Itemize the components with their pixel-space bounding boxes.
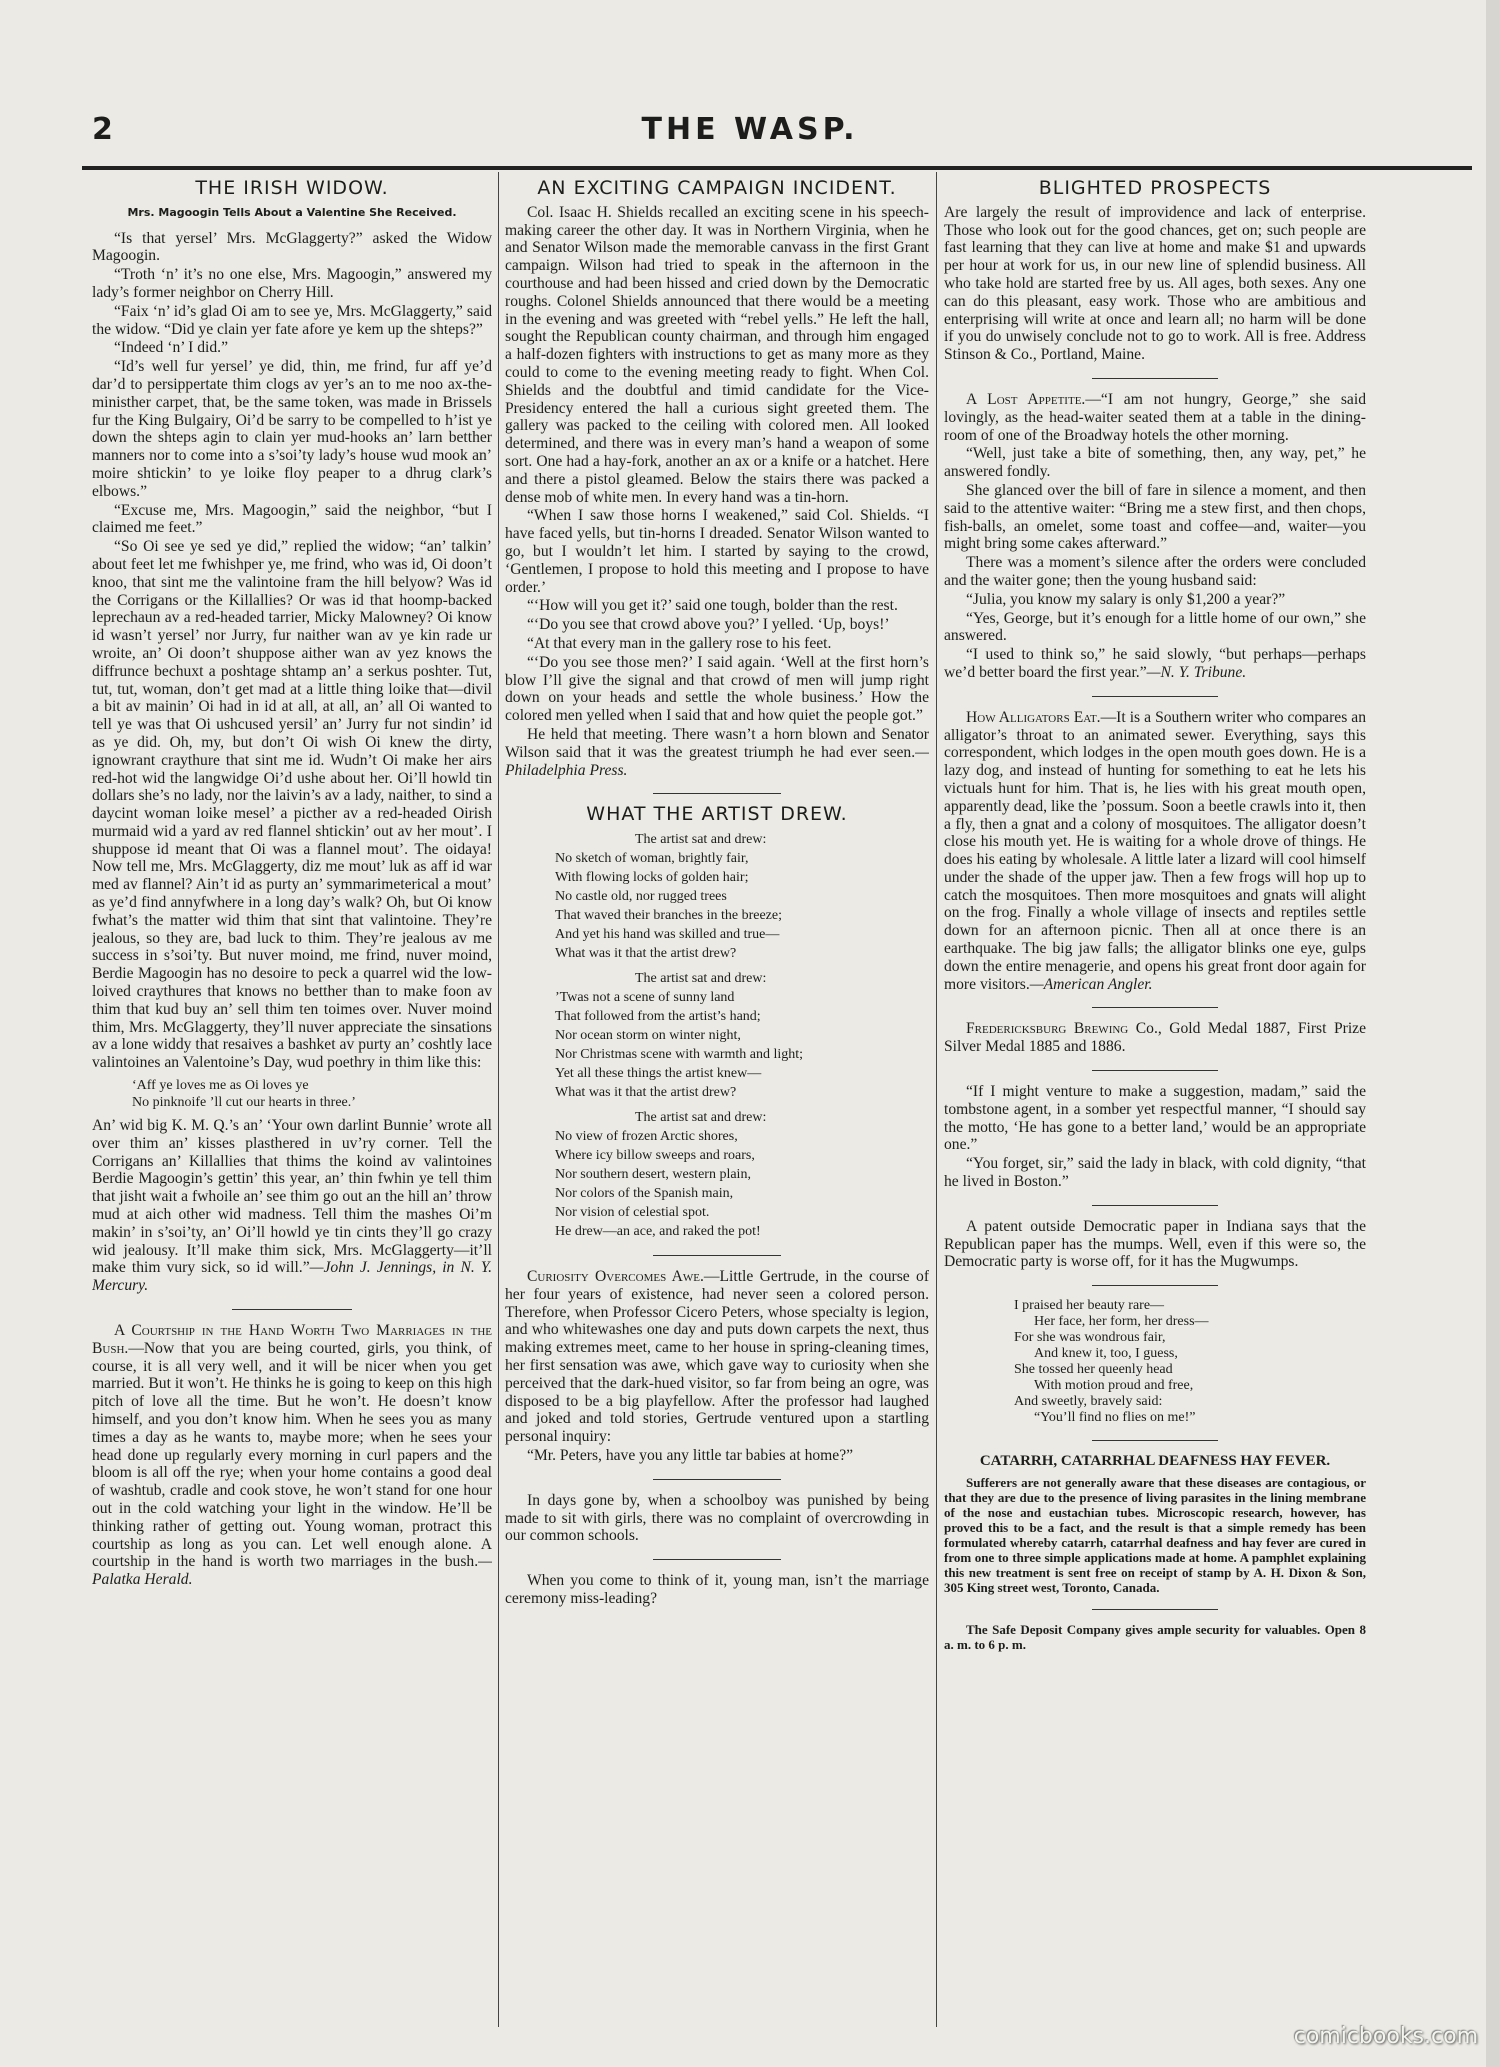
credit: —N. Y. Tribune. — [1146, 663, 1247, 681]
separator — [1092, 1007, 1219, 1008]
paragraph: “Indeed ‘n’ I did.” — [114, 339, 229, 357]
paragraph: “Julia, you know my salary is only $1,200 a year?” — [966, 590, 1286, 608]
paragraph: There was a moment’s silence after the orders were concluded and the waiter gone; then the young husband said: — [944, 554, 1366, 589]
poem-line: For she was wondrous fair, — [1014, 1330, 1166, 1346]
poem-line: He drew—an ace, and raked the pot! — [555, 1224, 761, 1240]
poem-line: And yet his hand was skilled and true— — [555, 927, 780, 943]
valentine-verse — [132, 1078, 492, 1111]
separator — [1092, 1070, 1219, 1071]
separator — [1092, 1285, 1219, 1286]
flies-poem — [1014, 1298, 1366, 1426]
separator — [653, 1479, 780, 1480]
poem-line: Where icy billow sweeps and roars, — [555, 1148, 755, 1164]
article-lead: How Alligators Eat. — [966, 708, 1101, 726]
separator — [1092, 1440, 1219, 1441]
poem-line: The artist sat and drew: — [635, 1110, 767, 1126]
poem-line: No view of frozen Arctic shores, — [555, 1129, 738, 1145]
catarrh-ad-body: Sufferers are not generally aware that these diseases are contagious, or that they are due to the presence of living parasites in the lining membrane of the nose and eustachian tubes. Microscopic research, however, has proved this to be a fact, and the result is that a simple remedy has been formulated whereby catarrh, catarrhal deafness and hay fever are cured in from one to three simple applications made at home. A pamphlet explaining this new treatment is sent free on receipt of stamp by A. H. Dixon & Son, 305 King street west, Toronto, Canada. — [944, 1475, 1366, 1596]
poem-line: Yet all these things the artist knew— — [555, 1066, 762, 1082]
poem-line: That followed from the artist’s hand; — [555, 1009, 761, 1025]
poem-line: What was it that the artist drew? — [555, 1085, 737, 1101]
paragraph: “Troth ‘n’ it’s no one else, Mrs. Magoogin,” answered my lady’s former neighbor on Cherry Hill. — [92, 266, 492, 301]
curiosity-article — [505, 1268, 929, 1446]
separator — [1092, 1205, 1219, 1206]
paragraph: “Well, just take a bite of something, then, any way, pet,” he answered fondly. — [944, 445, 1366, 481]
poem-line: The artist sat and drew: — [635, 832, 767, 848]
catarrh-ad-title: CATARRH, CATARRHAL DEAFNESS HAY FEVER. — [979, 1453, 1331, 1470]
poem-line: Nor colors of the Spanish main, — [555, 1186, 734, 1202]
poem-line: “You’ll find no flies on me!” — [1034, 1410, 1196, 1426]
paragraph: “‘Do you see that crowd above you?’ I yelled. ‘Up, boys!’ — [527, 616, 890, 634]
poem-stanza — [555, 830, 929, 963]
blighted-prospects-ad: Are largely the result of improvidence and lack of enterprise. Those who look out for the good chances, get on; such people are fast learning that they can live at home and make $1 and upwards per hour at work for us, in our new line of splendid business. All who take hold are started free by us. All ages, both sexes. Any one can do this pleasant, easy work. Those who are ambitious and enterprising will write at once and learn all; no harm will be done if you do unwisely conclude not to go to work. All is free. Address Stinson & Co., Portland, Maine. — [944, 203, 1366, 364]
paragraph — [505, 726, 929, 779]
separator — [653, 793, 780, 794]
poem-line: With motion proud and free, — [1034, 1378, 1194, 1394]
artist-poem-title: WHAT THE ARTIST DREW. — [586, 803, 848, 826]
poem-line: ’Twas not a scene of sunny land — [555, 990, 735, 1006]
poem-line: With flowing locks of golden hair; — [555, 870, 749, 886]
poem-line: And sweetly, bravely said: — [1014, 1394, 1163, 1410]
credit: —Palatka Herald. — [92, 1553, 492, 1589]
verse-line: No pinknoife ’ll cut our hearts in three.’ — [132, 1094, 356, 1110]
article-body: Co., Gold Medal 1887, First Prize Silver Medal 1885 and 1886. — [944, 1020, 1366, 1056]
paragraph: She glanced over the bill of fare in silence a moment, and then said to the attentive waiter: “Bring me a stew first, and then chops, fish-balls, an omelet, some toast and coffee—and, waiter—you might bring some cakes afterward.” — [944, 481, 1366, 553]
poem-line: The artist sat and drew: — [635, 971, 767, 987]
article-body: —Now that you are being courted, girls, you think, of course, it is all very well, and it will be nicer when you get married. But it won’t. He thinks he is going to keep on this high pitch of love all the time. But he won’t. He doesn’t know himself, and you don’t know him. When he sees you as many times a day as he wants to, maybe more; when he sees your head done up regularly every morning in curl papers and the bloom is all off the rye; when your home contains a good deal of washtub, cradle and cook stove, he won’t stand for one hour out in the cold watching your light in the window. He’ll be thinking rather of getting out. Young woman, protract this courtship as long as you can. Let well enough alone. A courtship in the hand is worth two marriages in the bush. — [92, 1339, 492, 1571]
poem-stanza — [555, 969, 929, 1102]
column-divider-2 — [936, 172, 937, 2027]
paragraph: “So Oi see ye sed ye did,” replied the widow; “an’ talkin’ about feet let me fwhishper ye, me frind, who was id, Oi doon’t knoo, that sint me the valintoine fram the hill belyow? Was id the Corrigans or the Killallies? Or was id that hoomp-backed leprechaun av a red-headed tarrier, Micky Malowney? Oi know id wasn’t yersel’ nor Jurry, fur naither wan av ye kin rade ur wroite, an’ Oi doon’t shuppose aither wan av yez knows the diffrunce bechuxt a poshtage shtamp an’ a serkus poshter. Tut, tut, tut, woman, don’t get mad at a little thing loike that—divil a bit av mainin’ Oi had in id at all, at all, an’ all Oi wanted to tell ye was that Oi ushcused yersil’ an’ Jurry fur not sindin’ id as ye did. Oh, my, but don’t Oi wish Oi knew the dirty, ignowrant craythure that sint me id. Wudn’t Oi make her airs red-hot wid the langwidge Oi’d ushe about her. Oi’ll howld tin dollars she’s no lady, nor the laivin’s av a lady, naither, to sind a daycint woman loike mesel’ a picther av a red-headed Oirish murmaid wid a yard av red flannel shtickin’ out av her mout’. I shuppose id meant that Oi was a flannel mout’. The oidaya! Now tell me, Mrs. McGlaggerty, diz me mout’ luk as aff id war med av flannel? Ain’t id as purty an’ symmarimeterical a mout’ as ye’d find annyfwhere in a long day’s walk? Oh, but Oi know fwhat’s the matter wid thim that sint that valintoine. They’re jealous, so they are, bad luck to thim. They’re jealous av me success in s’soi’ty. But nuver moind, me frind, nuver moind, Berdie Magoogin has no desoire to peck a quarrel wid the low-loived craythures that knows no betther than to make foon av thim that kud buy an’ sell thim ten toimes over. Nuver moind thim, Mrs. McGlaggerty, they’ll nuver appreciate the sinsations av a lone widdy that resaives a bashket av purty an’ coshtly lace valintoines an Valentoine’s Day, wud poethry in thim like this: — [92, 538, 492, 1072]
paragraph: “If I might venture to make a suggestion, madam,” said the tombstone agent, in a somber yet respectful manner, “I should say the motto, ‘He has gone to a better land,’ would be an appropriate one.” — [944, 1083, 1366, 1154]
schoolboy-item: In days gone by, when a schoolboy was punished by being made to sit with girls, there was no complaint of overcrowding in our common schools. — [505, 1491, 929, 1545]
poem-line: What was it that the artist drew? — [555, 946, 737, 962]
lost-appetite-article — [944, 391, 1366, 444]
verse-line: ‘Aff ye loves me as Oi loves ye — [132, 1078, 309, 1094]
closing-text: An’ wid big K. M. Q.’s an’ ‘Your own darlint Bunnie’ wrote all over thim an’ kisses plasthered in uv’ry corner. Tell the Corrigans an’ Killallies that thims the koind av valintoines Berdie Magoogin’s gettin’ this year, an’ thin fwhin ye tell thim that jisht wait a fwhoile an’ see thim go out an the hill an’ throw mud at aich other wid madness. Tell thim the mashes Oi’m makin’ in s’soi’ty, an’ Oi’ll howld ye tin cints they’ll go crazy wid jealousy. It’ll make thim sick, Mrs. McGlaggerty—it’ll make thim vury sick, so id will.” — [92, 1117, 492, 1277]
paragraph: “Excuse me, Mrs. Magoogin,” said the neighbor, “but I claimed me feet.” — [92, 501, 492, 537]
paragraph: “Yes, George, but it’s enough for a little home of our own,” she answered. — [944, 609, 1366, 645]
column-divider-1 — [498, 172, 499, 2027]
poem-line: That waved their branches in the breeze; — [555, 908, 783, 924]
page-edge — [1486, 0, 1500, 2067]
paragraph: “‘How will you get it?’ said one tough, bolder than the rest. — [527, 597, 898, 615]
masthead: THE WASP. — [641, 112, 859, 147]
poem-line: I praised her beauty rare— — [1014, 1298, 1165, 1314]
separator — [1092, 1609, 1219, 1610]
credit: —American Angler. — [1029, 975, 1153, 993]
poem-line: Her face, her form, her dress— — [1034, 1314, 1209, 1330]
article-body: —It is a Southern writer who compares an alligator’s throat to an animated sewer. Everything, says this correspondent, which lodges in the open mouth goes down. He is a lazy dog, and instead of hunting for something to eat he lets his victuals hunt for him. That is, he lies with his great mouth open, apparently dead, like the ’possum. Soon a beetle crawls into it, then a fly, then a gnat and a colony of mosquitoes. The alligator doesn’t close his mouth yet. He is waiting for a whole drove of things. He does his eating by wholesale. A little later a lizard will cool himself under the shade of the upper jaw. Then a few frogs will hop up to catch the mosquitoes. Then more mosquitoes and gnats will alight on the frog. Finally a whole village of insects and reptiles settle down for an afternoon picnic. Then all at once there is an earthquake. The big jaw falls; the alligator blinks one eye, gulps down the entire menagerie, and opens his great front door again for more visitors. — [944, 708, 1366, 993]
paragraph: “Is that yersel’ Mrs. McGlaggerty?” asked the Widow Magoogin. — [92, 229, 492, 265]
irish-widow-title: THE IRISH WIDOW. — [195, 178, 389, 199]
poem-line: Nor ocean storm on winter night, — [555, 1028, 741, 1044]
article-lead: Curiosity Overcomes Awe. — [527, 1268, 704, 1286]
paragraph-text: “I used to think so,” he said slowly, “but perhaps—perhaps we’d better board the first year.” — [944, 646, 1366, 681]
paragraph: “At that every man in the gallery rose to his feet. — [527, 634, 832, 652]
article-lead: A Lost Appetite. — [966, 390, 1086, 408]
paragraph: “‘Do you see those men?’ I said again. ‘Well at the first horn’s blow I’ll give the signal and that crowd of men will jump right down on your heads and settle the whole business.’ How the colored men yelled when I said that and how quiet the people got.” — [505, 653, 929, 725]
poem-line: And knew it, too, I guess, — [1034, 1346, 1178, 1362]
separator — [1092, 696, 1219, 697]
brewing-ad — [944, 1020, 1366, 1056]
paragraph-text: He held that meeting. There wasn’t a horn blown and Senator Wilson said that it was the greatest triumph he had ever seen. — [505, 725, 929, 761]
marriage-item: When you come to think of it, young man, isn’t the marriage ceremony miss-leading? — [505, 1572, 929, 1608]
paragraph: Col. Isaac H. Shields recalled an exciting scene in his speech-making career the other day. It was in Northern Virginia, when he and Senator Wilson made the memorable canvass in the first Grant campaign. Wilson had tried to speak in the afternoon in the courthouse and had been hissed and cried down by the Democratic roughs. Colonel Shields announced that there would be a meeting in the evening and was greeted with “rebel yells.” He left the hall, sought the Republican county chairman, and through him engaged a half-dozen fighters with instructions to get as many more as they could to come to the evening meeting ready to fight. When Col. Shields and the doubtful and timid candidate for the Vice-Presidency entered the hall a curious sight greeted them. The gallery was packed to the ceiling with colored men. All looked determined, and there was in every man’s hand a weapon of some sort. One had a hay-fork, another an ax or a knife or a hatchet. Here and there a pistol gleamed. Below the stairs there was packed a dense mob of white men. In every hand was a tin-horn. — [505, 203, 929, 506]
credit: —John J. Jennings, in N. Y. Mercury. — [92, 1259, 492, 1295]
paragraph: “You forget, sir,” said the lady in black, with cold dignity, “that he lived in Boston.” — [944, 1155, 1366, 1191]
watermark: comicbooks.com — [1293, 2024, 1478, 2049]
blighted-prospects-title: BLIGHTED PROSPECTS — [1038, 178, 1272, 199]
column-1 — [92, 178, 492, 2027]
poem-line: Nor vision of celestial spot. — [555, 1205, 710, 1221]
poem-line: No sketch of woman, brightly fair, — [555, 851, 749, 867]
paragraph — [92, 1117, 492, 1295]
campaign-incident-title: AN EXCITING CAMPAIGN INCIDENT. — [537, 178, 897, 199]
poem-line: Nor Christmas scene with warmth and light; — [555, 1047, 804, 1063]
column-2 — [505, 178, 929, 2027]
separator — [1092, 378, 1219, 379]
alligator-article — [944, 709, 1366, 994]
credit: —Philadelphia Press. — [505, 743, 929, 779]
article-lead: A Courtship in the Hand Worth Two Marriages in the Bush. — [92, 1322, 492, 1357]
separator — [653, 1255, 780, 1256]
article-lead: Fredericksburg Brewing — [966, 1020, 1129, 1038]
courtship-article — [92, 1322, 492, 1589]
separator — [232, 1309, 352, 1310]
paragraph: “Mr. Peters, have you any little tar babies at home?” — [527, 1447, 854, 1465]
page-number: 2 — [92, 112, 113, 147]
paragraph: “Faix ‘n’ id’s glad Oi am to see ye, Mrs. McGlaggerty,” said the widow. “Did ye clain yer fate afore ye kem up the shteps?” — [92, 302, 492, 338]
poem-line: She tossed her queenly head — [1014, 1362, 1173, 1378]
column-3 — [944, 178, 1366, 2027]
article-body: —“I am not hungry, George,” she said lovingly, as the head-waiter seated them at a table in the dining-room of one of the Broadway hotels the other morning. — [944, 390, 1366, 444]
safe-deposit-ad: The Safe Deposit Company gives ample security for valuables. Open 8 a. m. to 6 p. m. — [944, 1622, 1366, 1653]
article-body: —Little Gertrude, in the course of her four years of existence, had never seen a colored person. Therefore, when Professor Cicero Peters, whose specialty is legion, and who whitewashes one day and puts down carpets the next, thus making extremes meet, came to her house in spring-cleaning times, her first sensation was awe, which gave way to curiosity when she perceived that the dark-hued visitor, so far from being an ogre, was disposed to be a big playfellow. After the professor had laughed and joked and told stories, Gertrude ventured upon a startling personal inquiry: — [505, 1268, 929, 1446]
mumps-item: A patent outside Democratic paper in Indiana says that the Republican paper has the mumps. Well, even if this were so, the Democratic party is worse off, for it has the Mugwumps. — [944, 1217, 1366, 1271]
paragraph: “Id’s well fur yersel’ ye did, thin, me frind, fur aff ye’d dar’d to persippertate thim clogs av yer’s an to me noo ax-the-ministher carpet, that, be the same token, was made in Brissels fur the King Bulgairy, Oi’d be sarry to be compelled to h’ist ye down the shteps agin to clain yer mud-hooks an’ larn betther manners nor to come into a s’soi’ty lady’s house wud mook an’ moire shtickin’ to ye loike floy peaper to a dhrug clark’s elbows.” — [92, 358, 492, 500]
poem-line: No castle old, nor rugged trees — [555, 889, 727, 905]
irish-widow-subtitle: Mrs. Magoogin Tells About a Valentine She Received. — [127, 205, 457, 219]
paragraph: “When I saw those horns I weakened,” said Col. Shields. “I have faced yells, but tin-horns I dreaded. Senator Wilson wanted to go, but I wouldn’t let him. I started by saying to the crowd, ‘Gentlemen, I propose to hold this meeting and I propose to have order.’ — [505, 507, 929, 596]
separator — [653, 1559, 780, 1560]
paragraph — [944, 646, 1366, 682]
header-rule — [82, 166, 1472, 170]
poem-stanza — [555, 1108, 929, 1241]
poem-line: Nor southern desert, western plain, — [555, 1167, 751, 1183]
